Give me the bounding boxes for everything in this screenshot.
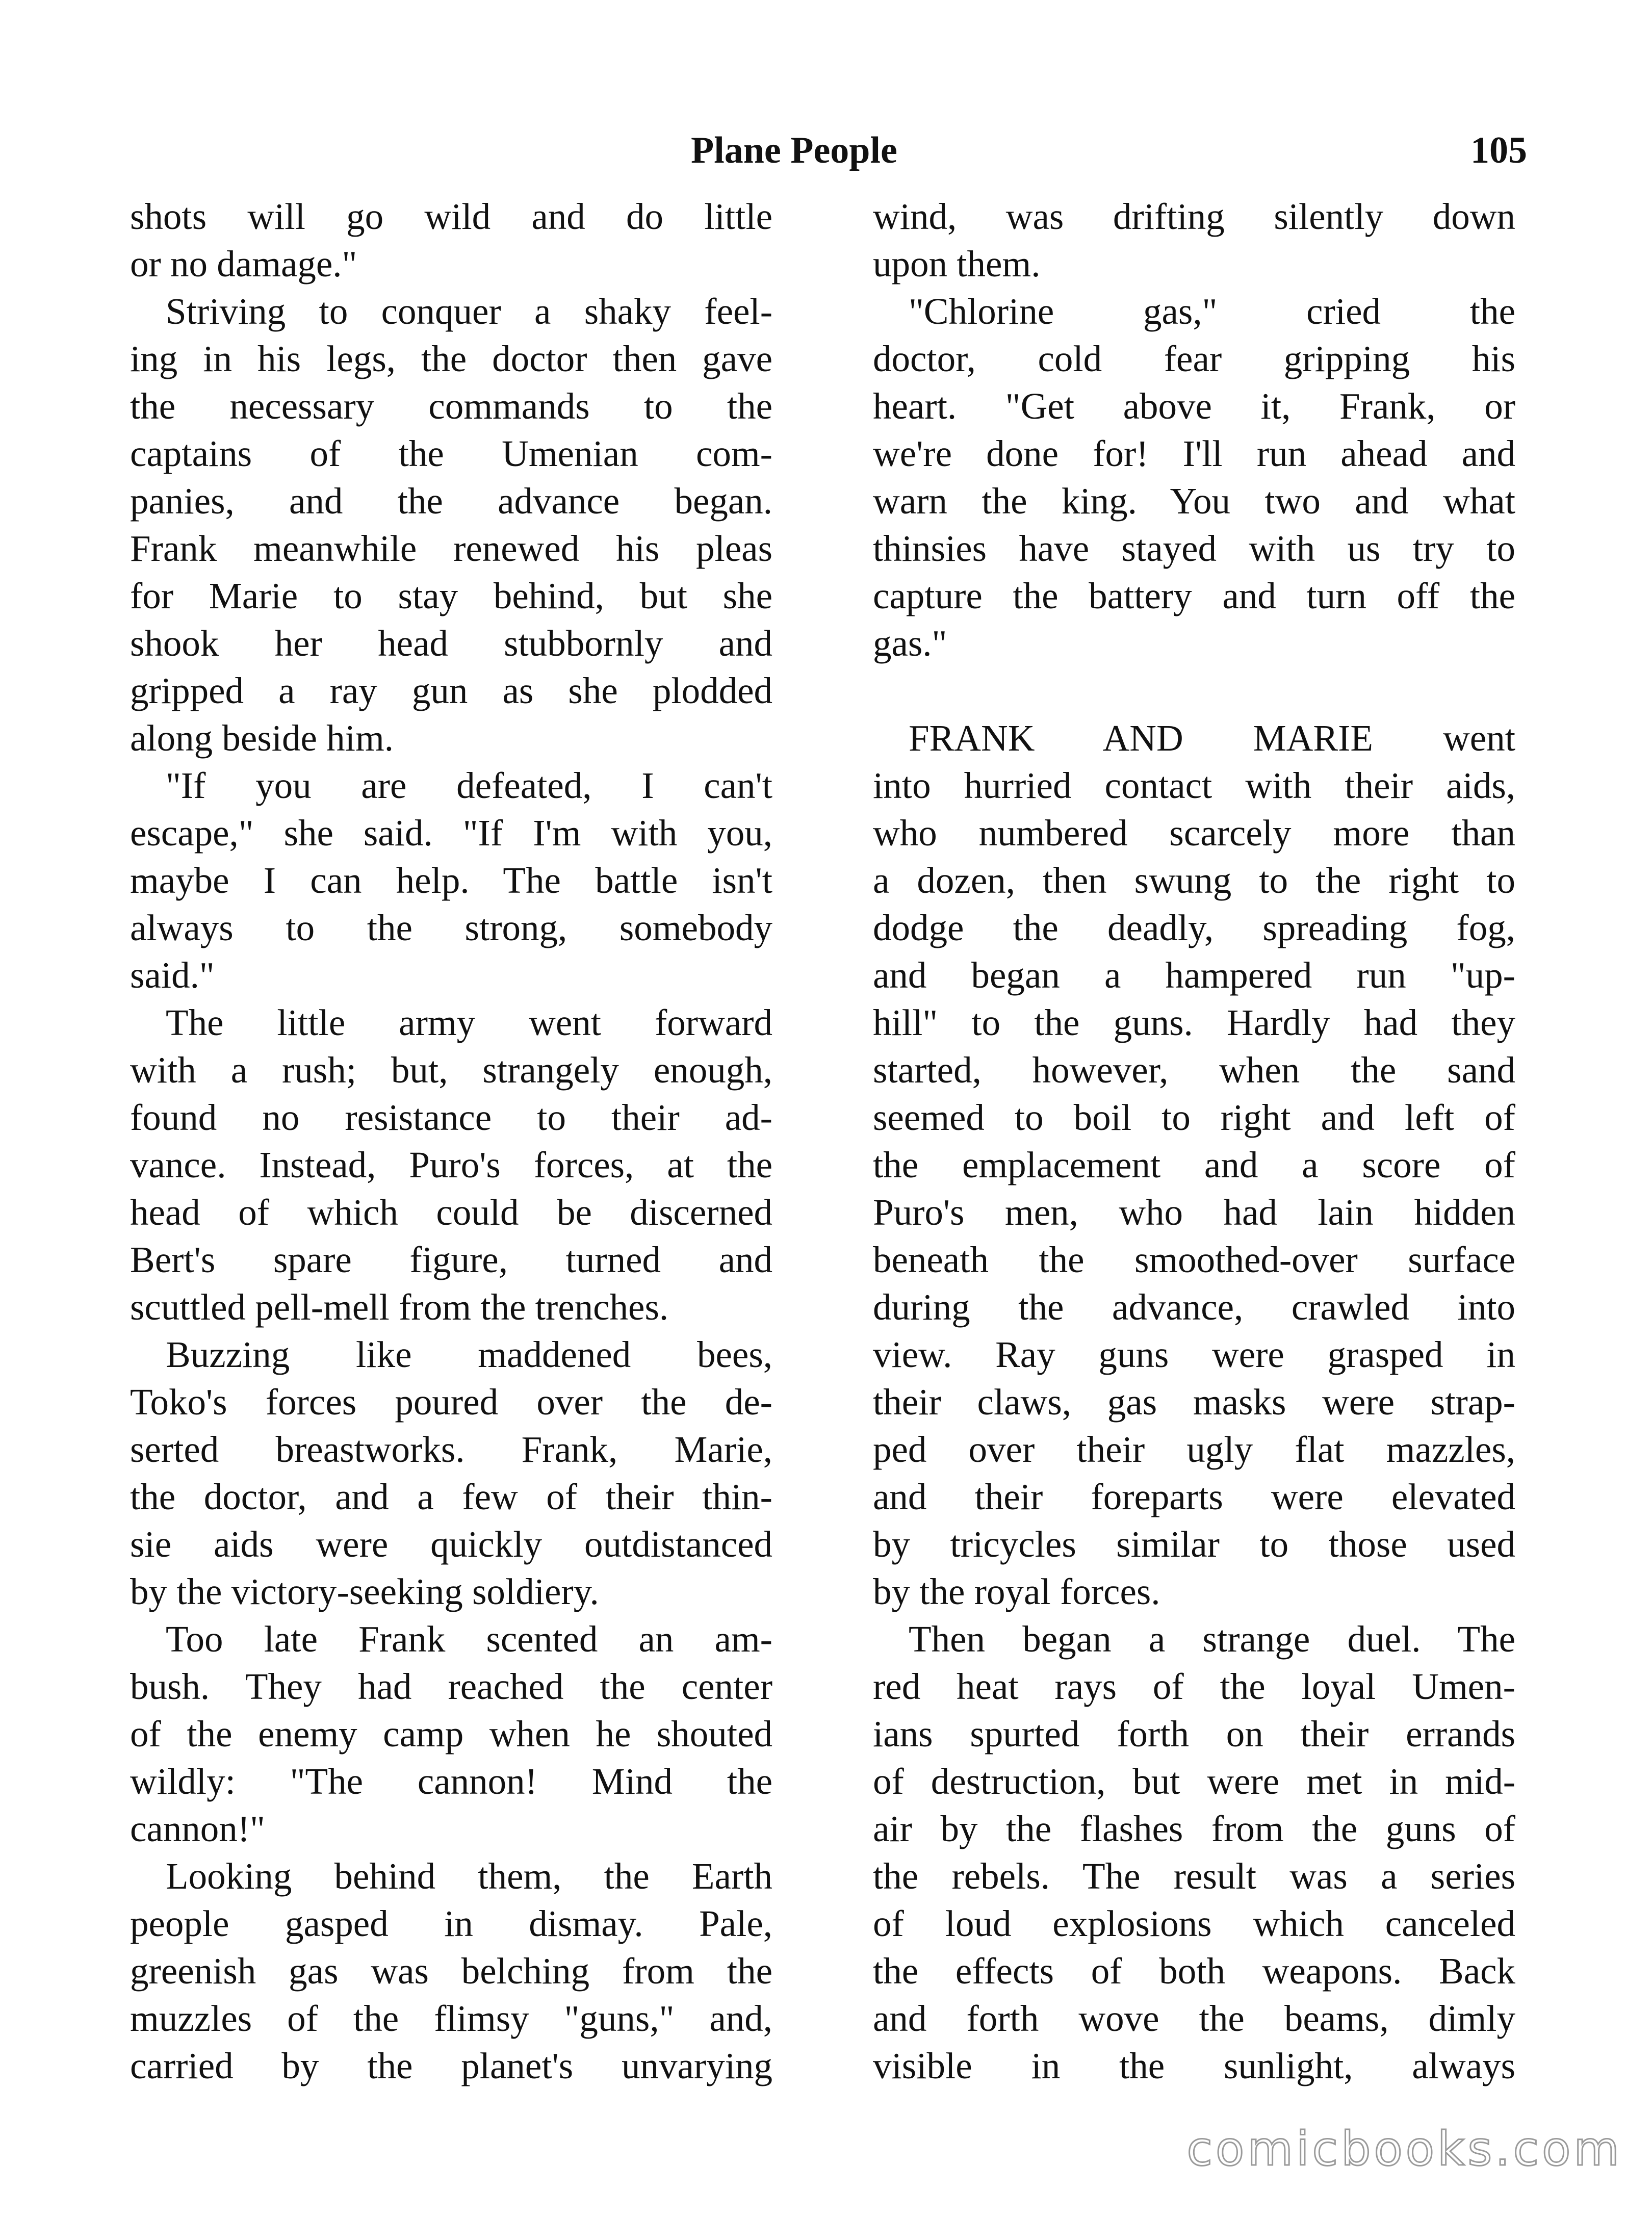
text-line: shots will go wild and do little [130, 196, 772, 237]
paragraph [130, 1615, 772, 1852]
text-line: ians spurted forth on their errands [873, 1713, 1515, 1755]
text-line: into hurried contact with their aids, [873, 765, 1515, 806]
text-line: of loud explosions which canceled [873, 1903, 1515, 1944]
text-line: seemed to boil to right and left of [873, 1097, 1515, 1138]
paragraph [873, 193, 1515, 288]
text-line: doctor, cold fear gripping his [873, 338, 1515, 379]
text-line: always to the strong, somebody [130, 907, 772, 948]
text-line: vance. Instead, Puro's forces, at the [130, 1144, 772, 1185]
text-line: by the royal forces. [873, 1571, 1160, 1612]
text-line: cannon!" [130, 1808, 265, 1849]
text-line: sie aids were quickly outdistanced [130, 1524, 772, 1565]
text-line: air by the flashes from the guns of [873, 1808, 1515, 1849]
text-line: FRANK AND MARIE went [909, 717, 1515, 759]
text-line: with a rush; but, strangely enough, [130, 1049, 772, 1091]
text-line: who numbered scarcely more than [873, 812, 1515, 854]
text-line: upon them. [873, 243, 1041, 285]
text-line: scuttled pell-mell from the trenches. [130, 1286, 669, 1328]
left-text-column [130, 193, 772, 2090]
text-line: gas." [873, 623, 947, 664]
text-line: panies, and the advance began. [130, 480, 772, 522]
paragraph [873, 288, 1515, 667]
text-line: found no resistance to their ad- [130, 1097, 772, 1138]
paragraph [130, 288, 772, 762]
text-line: thinsies have stayed with us try to [873, 528, 1515, 569]
text-line: the doctor, and a few of their thin- [130, 1476, 772, 1517]
text-line: ped over their ugly flat mazzles, [873, 1429, 1515, 1470]
text-line: view. Ray guns were grasped in [873, 1334, 1515, 1375]
text-line: the necessary commands to the [130, 385, 772, 427]
section-break [873, 667, 1515, 714]
text-line: hill" to the guns. Hardly had they [873, 1002, 1515, 1043]
text-line: greenish gas was belching from the [130, 1950, 772, 1992]
text-line: a dozen, then swung to the right to [873, 860, 1515, 901]
text-line: Too late Frank scented an am- [166, 1618, 772, 1660]
text-line: red heat rays of the loyal Umen- [873, 1666, 1515, 1707]
text-line: dodge the deadly, spreading fog, [873, 907, 1515, 948]
text-line: the effects of both weapons. Back [873, 1950, 1515, 1992]
text-line: by tricycles similar to those used [873, 1524, 1515, 1565]
paragraph [130, 762, 772, 999]
text-line: visible in the sunlight, always [873, 2045, 1515, 2086]
text-line: Puro's men, who had lain hidden [873, 1192, 1515, 1233]
text-line: by the victory-seeking soldiery. [130, 1571, 599, 1612]
text-line: along beside him. [130, 717, 394, 759]
text-line: Bert's spare figure, turned and [130, 1239, 772, 1280]
running-title: Plane People [691, 130, 897, 171]
text-line: beneath the smoothed-over surface [873, 1239, 1515, 1280]
text-line: Looking behind them, the Earth [166, 1855, 772, 1897]
text-line: and their foreparts were elevated [873, 1476, 1515, 1517]
text-line: Toko's forces poured over the de- [130, 1381, 772, 1423]
text-line: their claws, gas masks were strap- [873, 1381, 1515, 1423]
text-line: and forth wove the beams, dimly [873, 1998, 1515, 2039]
text-line: Frank meanwhile renewed his pleas [130, 528, 772, 569]
page-header [130, 122, 1527, 178]
text-line: the rebels. The result was a series [873, 1855, 1515, 1897]
text-line: maybe I can help. The battle isn't [130, 860, 772, 901]
text-line: of destruction, but were met in mid- [873, 1761, 1515, 1802]
text-line: or no damage." [130, 243, 357, 285]
text-line: muzzles of the flimsy "guns," and, [130, 1998, 772, 2039]
text-line: heart. "Get above it, Frank, or [873, 385, 1515, 427]
text-line: Striving to conquer a shaky feel- [166, 291, 772, 332]
text-line: warn the king. You two and what [873, 480, 1515, 522]
text-line: "If you are defeated, I can't [166, 765, 772, 806]
text-line: captains of the Umenian com- [130, 433, 772, 474]
text-line: serted breastworks. Frank, Marie, [130, 1429, 772, 1470]
text-line: carried by the planet's unvarying [130, 2045, 772, 2086]
paragraph [130, 1852, 772, 2090]
text-line: escape," she said. "If I'm with you, [130, 812, 772, 854]
paragraph [130, 1331, 772, 1615]
text-line: The little army went forward [166, 1002, 772, 1043]
text-line: head of which could be discerned [130, 1192, 772, 1233]
text-line: we're done for! I'll run ahead and [873, 433, 1515, 474]
text-line: shook her head stubbornly and [130, 623, 772, 664]
text-line: Buzzing like maddened bees, [166, 1334, 772, 1375]
text-line: people gasped in dismay. Pale, [130, 1903, 772, 1944]
text-line: "Chlorine gas," cried the [909, 291, 1515, 332]
text-line: ing in his legs, the doctor then gave [130, 338, 772, 379]
text-line: said." [130, 955, 215, 996]
right-text-column [873, 193, 1515, 2090]
text-line: capture the battery and turn off the [873, 575, 1515, 616]
paragraph [873, 714, 1515, 1615]
text-line: and began a hampered run "up- [873, 955, 1515, 996]
paragraph [130, 999, 772, 1331]
text-line: for Marie to stay behind, but she [130, 575, 772, 616]
text-line: of the enemy camp when he shouted [130, 1713, 772, 1755]
text-line: Then began a strange duel. The [909, 1618, 1515, 1660]
page-number: 105 [1470, 130, 1527, 171]
text-line: the emplacement and a score of [873, 1144, 1515, 1185]
text-line: wind, was drifting silently down [873, 196, 1515, 237]
paragraph [873, 1615, 1515, 2090]
text-line: during the advance, crawled into [873, 1286, 1515, 1328]
text-line: gripped a ray gun as she plodded [130, 670, 772, 711]
text-line: started, however, when the sand [873, 1049, 1515, 1091]
watermark: comicbooks.com [1186, 2122, 1622, 2176]
paragraph [130, 193, 772, 288]
text-line: wildly: "The cannon! Mind the [130, 1761, 772, 1802]
text-line: bush. They had reached the center [130, 1666, 772, 1707]
